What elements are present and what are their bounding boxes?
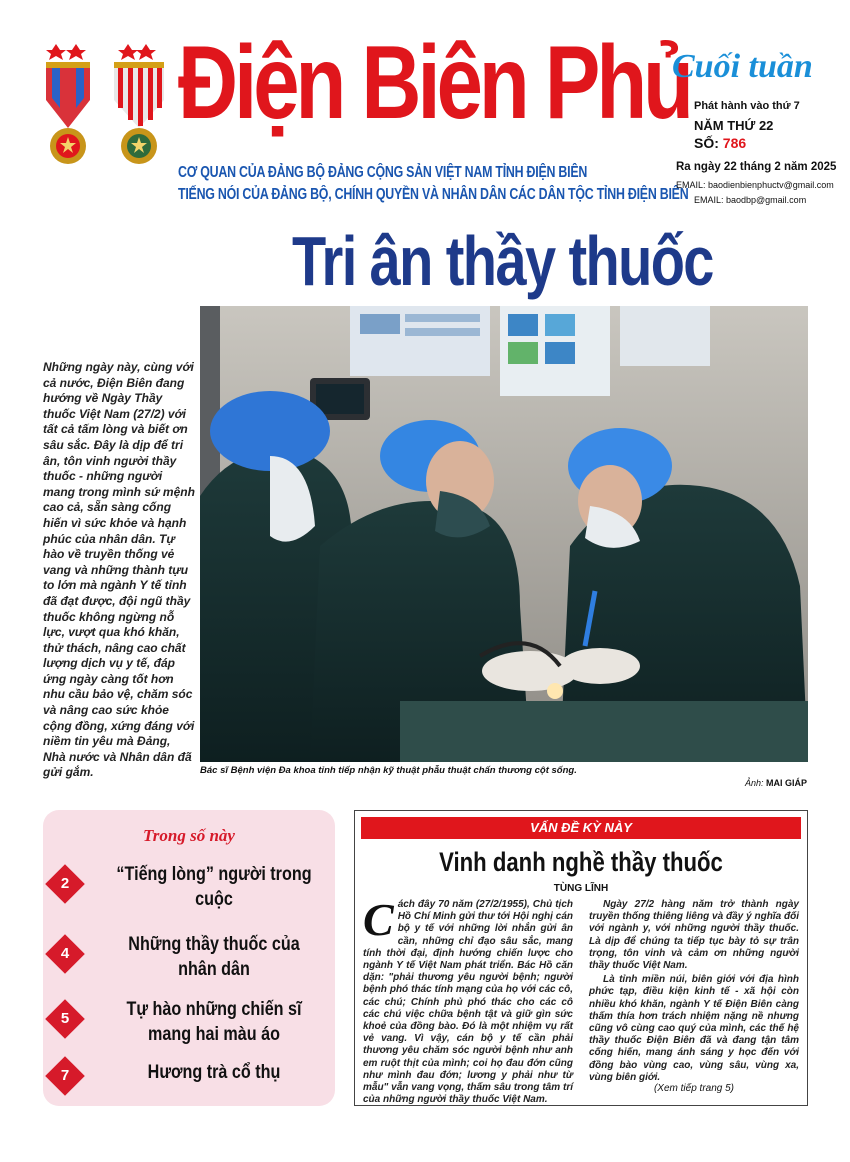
see-more-link[interactable]: (Xem tiếp trang 5) bbox=[653, 1083, 735, 1094]
masthead-title: Điện Biên Phủ bbox=[178, 25, 690, 141]
editorial-dropcap: C bbox=[363, 894, 394, 945]
toc-box bbox=[43, 810, 335, 1106]
masthead-subtitle-1: CƠ QUAN CỦA ĐẢNG BỘ ĐẢNG CỘNG SẢN VIỆT NAM TỈNH ĐIỆN BIÊN bbox=[178, 164, 588, 181]
medals-emblem bbox=[42, 40, 172, 170]
edition-label: Cuối tuần bbox=[672, 48, 813, 85]
toc-page-badge: 2 bbox=[45, 864, 85, 904]
editorial-column-1 bbox=[363, 894, 573, 1106]
issue-value: 786 bbox=[722, 135, 747, 151]
email-2: EMAIL: baodbp@gmail.com bbox=[694, 195, 807, 205]
surgery-photo bbox=[200, 306, 808, 762]
issue-number bbox=[694, 135, 746, 151]
toc-page-badge: 5 bbox=[45, 999, 85, 1039]
editorial-paragraph: Là tỉnh miền núi, biên giới với địa hình phức tạp, điều kiện kinh tế - xã hội còn nhiều khó khăn, ngành Y tế Điện Biên càng thấm thía hơn trách nhiệm nặng nề nhưng cũng vô cùng cao quý của mình, các thế hệ thầy thuốc Điện Biên đã và đang tận tâm cống hiến, mang ánh sáng y học đến với đồng bào vùng cao, vùng sâu, vùng xa, vùng biên giới. bbox=[589, 974, 799, 1083]
editorial-col1-text: ách đây 70 năm (27/2/1955), Chủ tịch Hồ Chí Minh gửi thư tới Hội nghị cán bộ y tế với những lời nhắn gửi ân cần, những chỉ đạo sâu sắc, mang tính thời đại, định hướng chiến lược cho ngành Y tế Việt Nam phát triển. Bác Hồ căn dặn: "phải thương yêu người bệnh; người bệnh phó thác tính mạng của họ với các cô, các chú; Chính phủ phó thác cho các cô các chú việc chữa bệnh tật và giữ gìn sức khoẻ của đồng bào. Đó là một nhiệm vụ rất vẻ vang. Vì vậy, cán bộ y tế cần phải thương yêu chăm sóc người bệnh như anh em ruột thịt của mình; coi họ đau đớn cũng như mình đau đớn; lương y phải như từ mẫu" vẫn vang vọng, thấm sâu trong tâm trí của những người thầy thuốc Việt Nam. bbox=[363, 899, 573, 1106]
masthead-subtitle-2: TIẾNG NÓI CỦA ĐẢNG BỘ, CHÍNH QUYỀN VÀ NHÂN DÂN CÁC DÂN TỘC TỈNH ĐIỆN BIÊN bbox=[178, 186, 689, 203]
intro-text: Những ngày này, cùng với cả nước, Điện Biên đang hướng về Ngày Thầy thuốc Việt Nam (27/2) với tất cả tấm lòng và biết ơn sâu sắc. Đây là dịp để tri ân, tôn vinh người thầy thuốc - những người mang trong mình sứ mệnh cao cả, sẵn sàng cống hiến vì sức khỏe và hạnh phúc của nhân dân. Tự hào về truyền thống vẻ vang và những thành tựu to lớn mà ngành Y tế tỉnh đã đạt được, đội ngũ thầy thuốc không ngừng nỗ lực, vượt qua khó khăn, thử thách, nâng cao chất lượng dịch vụ y tế, đáp ứng ngày càng tốt hơn nhu cầu bảo vệ, chăm sóc và nâng cao sức khỏe cộng đồng, xứng đáng với niềm tin yêu mà Đảng, Nhà nước và Nhân dân đã gửi gắm. bbox=[43, 360, 195, 780]
headline: Tri ân thầy thuốc bbox=[292, 222, 713, 300]
toc-page-badge: 7 bbox=[45, 1056, 85, 1096]
toc-page-badge: 4 bbox=[45, 934, 85, 974]
editorial-title: Vinh danh nghề thầy thuốc bbox=[439, 847, 723, 877]
photo-credit bbox=[745, 778, 807, 788]
issue-date: Ra ngày 22 tháng 2 năm 2025 bbox=[676, 161, 837, 173]
toc-title: Trong số này bbox=[143, 826, 235, 845]
photo-credit-label: Ảnh: bbox=[745, 778, 764, 788]
toc-item-title: Tự hào những chiến sĩ mang hai màu áo bbox=[126, 999, 302, 1045]
photo-credit-name: MAI GIÁP bbox=[766, 778, 808, 788]
editorial-author: TÙNG LĨNH bbox=[553, 883, 609, 894]
email-1: EMAIL: baodienbienphuctv@gmail.com bbox=[676, 180, 834, 190]
editorial-banner: VẤN ĐỀ KỲ NÀY bbox=[361, 817, 801, 839]
release-day: Phát hành vào thứ 7 bbox=[694, 100, 800, 112]
publication-year: NĂM THỨ 22 bbox=[694, 118, 774, 133]
editorial-paragraph: Ngày 27/2 hàng năm trở thành ngày truyền thống thiêng liêng và đầy ý nghĩa đối với ngành y, với những người thầy thuốc. Là dịp để chúng ta tiếp tục bày tỏ sự trân trọng, tôn vinh và cảm ơn những người thầy thuốc Việt Nam. bbox=[589, 899, 799, 972]
toc-item-title: Hương trà cổ thụ bbox=[147, 1062, 281, 1083]
editorial-box bbox=[354, 810, 808, 1106]
photo-caption: Bác sĩ Bệnh viện Đa khoa tỉnh tiếp nhận kỹ thuật phẫu thuật chấn thương cột sống. bbox=[200, 765, 577, 776]
toc-item-title: “Tiếng lòng” người trong cuộc bbox=[116, 864, 312, 910]
editorial-column-2 bbox=[589, 899, 799, 1086]
toc-item-title: Những thầy thuốc của nhân dân bbox=[128, 934, 300, 980]
issue-label: SỐ: bbox=[694, 135, 719, 151]
